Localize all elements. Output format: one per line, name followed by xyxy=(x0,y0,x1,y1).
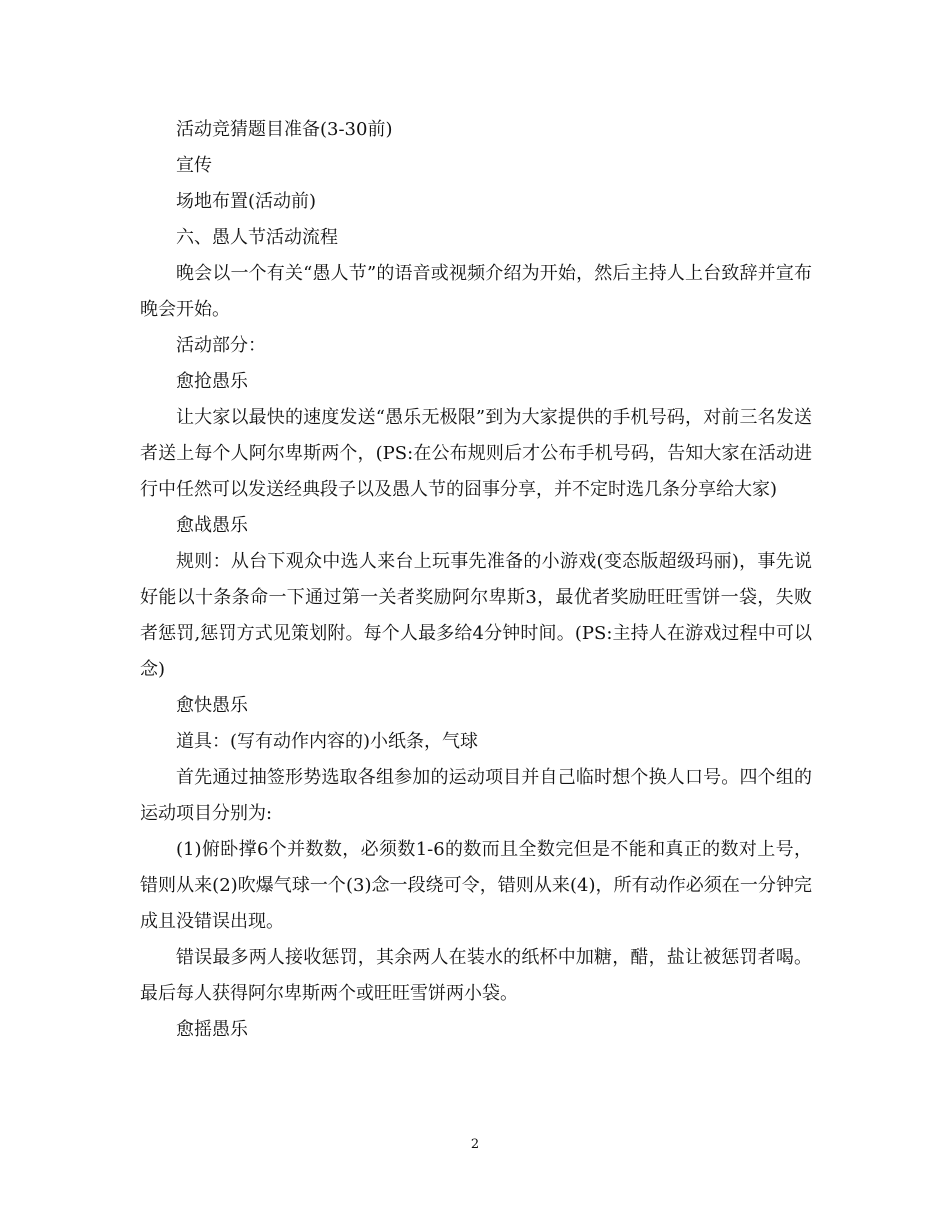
page-number: 2 xyxy=(470,1137,480,1152)
document-body xyxy=(140,112,812,1048)
paragraph-sports-items: (1)俯卧撑6个并数数，必须数1-6的数而且全数完但是不能和真正的数对上号，错则从来(2)吹爆气球一个(3)念一段绕可令，错则从来(4)，所有动作必须在一分钟完成且没错误出现。 xyxy=(140,839,812,932)
paragraph-quiz-prep: 活动竞猜题目准备(3-30前) xyxy=(176,119,393,140)
paragraph-grab-rules: 让大家以最快的速度发送“愚乐无极限”到为大家提供的手机号码，对前三名发送者送上每个人阿尔卑斯两个，(PS:在公布规则后才公布手机号码，告知大家在活动进行中任然可以发送经典段子以及愚人节的囧事分享，并不定时选几条分享给大家) xyxy=(140,407,812,500)
paragraph-props: 道具：(写有动作内容的)小纸条，气球 xyxy=(176,731,479,752)
subheading-fast: 愈快愚乐 xyxy=(176,695,248,716)
paragraph-opening: 晚会以一个有关“愚人节”的语音或视频介绍为开始，然后主持人上台致辞并宣布晚会开始。 xyxy=(140,263,812,320)
paragraph-activity-part: 活动部分： xyxy=(176,335,266,356)
paragraph-venue-setup: 场地布置(活动前) xyxy=(176,191,317,212)
subheading-grab: 愈抢愚乐 xyxy=(176,371,248,392)
section-heading-activity-flow: 六、愚人节活动流程 xyxy=(176,227,338,248)
subheading-battle: 愈战愚乐 xyxy=(176,515,248,536)
subheading-shake: 愈摇愚乐 xyxy=(176,1019,248,1040)
paragraph-publicity: 宣传 xyxy=(176,155,212,176)
paragraph-battle-rules: 规则：从台下观众中选人来台上玩事先准备的小游戏(变态版超级玛丽)，事先说好能以十条条命一下通过第一关者奖励阿尔卑斯3，最优者奖励旺旺雪饼一袋，失败者惩罚,惩罚方式见策划附。每个人最多给4分钟时间。(PS:主持人在游戏过程中可以念) xyxy=(140,551,812,680)
paragraph-draw-lots: 首先通过抽签形势选取各组参加的运动项目并自己临时想个换人口号。四个组的运动项目分别为: xyxy=(140,767,812,824)
paragraph-penalty: 错误最多两人接收惩罚，其余两人在装水的纸杯中加糖，醋，盐让被惩罚者喝。最后每人获得阿尔卑斯两个或旺旺雪饼两小袋。 xyxy=(140,947,812,1004)
